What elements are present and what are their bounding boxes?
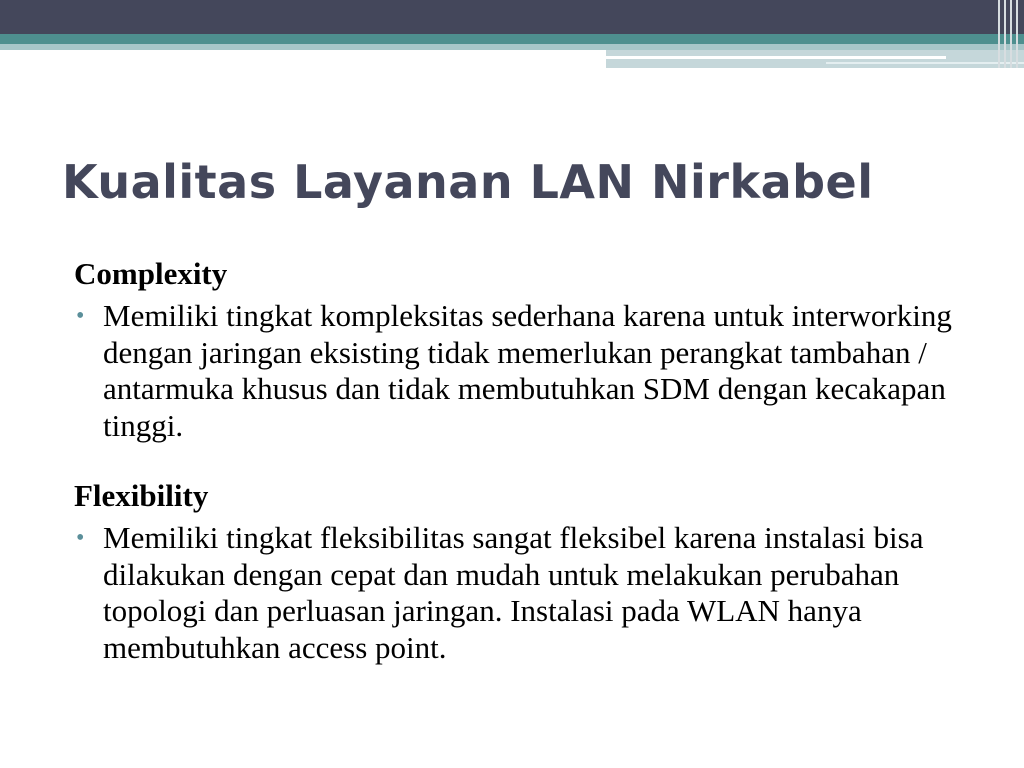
section-flexibility	[74, 478, 974, 666]
slide-content	[74, 256, 974, 700]
header-accent-line	[606, 56, 946, 59]
header-stripes	[994, 0, 1024, 68]
section-heading: Flexibility	[74, 478, 209, 513]
bullet-item	[74, 298, 973, 444]
header-stripe	[1010, 0, 1012, 68]
header-stripe	[1016, 0, 1018, 68]
bullet-text: Memiliki tingkat kompleksitas sederhana karena untuk interworking dengan jaringan eksisting tidak memerlukan perangkat tambahan / antarmuka khusus dan tidak membutuhkan SDM dengan kecakapan tinggi.	[103, 298, 952, 443]
bullet-icon: •	[76, 303, 85, 329]
bullet-text: Memiliki tingkat fleksibilitas sangat fleksibel karena instalasi bisa dilakukan dengan cepat dan mudah untuk melakukan perubahan topologi dan perluasan jaringan. Instalasi pada WLAN hanya membutuhkan access point.	[103, 520, 924, 665]
slide-title: Kualitas Layanan LAN Nirkabel	[62, 155, 874, 209]
header-band-dark	[0, 0, 1024, 34]
bullet-item	[74, 520, 973, 666]
header-stripe	[1004, 0, 1006, 68]
header-stripe	[998, 0, 1000, 68]
header-accent-block	[606, 50, 1024, 68]
section-complexity	[74, 256, 974, 444]
header-band-teal	[0, 34, 1024, 44]
bullet-icon: •	[76, 525, 85, 551]
section-heading: Complexity	[74, 256, 228, 291]
